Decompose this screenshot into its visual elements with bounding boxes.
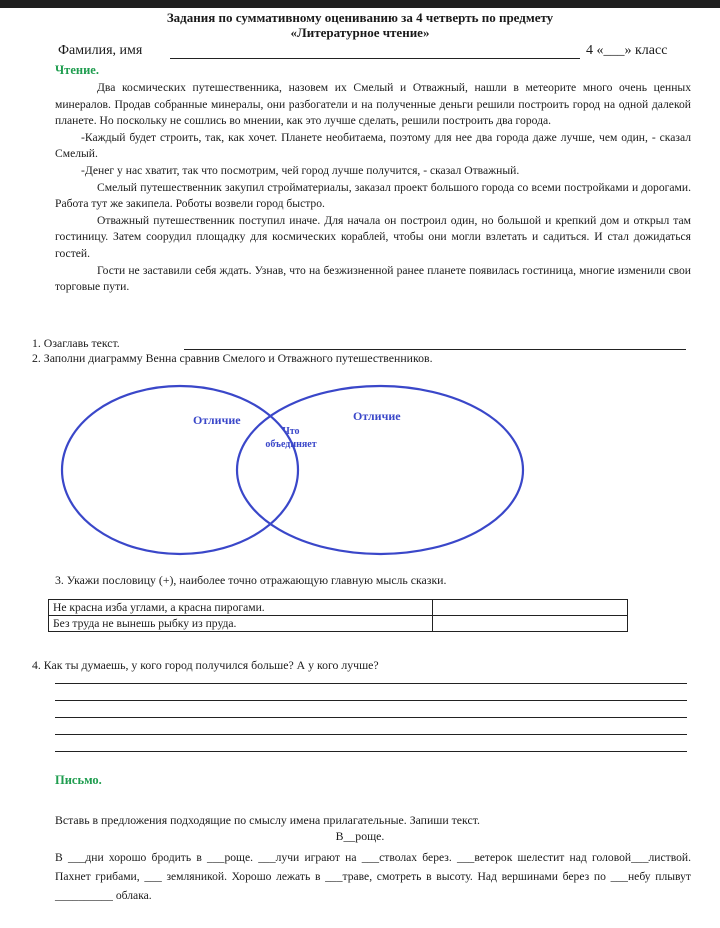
writing-heading: Письмо. [55,773,102,787]
worksheet-title-line1: Задания по суммативному оцениванию за 4 четверть по предмету [166,10,554,25]
proverb-text: Без труда не вынешь рыбку из пруда. [49,616,433,632]
table-row [49,600,628,616]
name-input-line[interactable] [170,58,580,59]
worksheet-page [0,8,720,928]
answer-line[interactable] [55,734,687,735]
reading-paragraph: Смелый путешественник закупил стройматериалы, заказал проект большого города со всеми постройками и дорогами. Работа тут же закипела. Роботы возвели город быстро. [55,180,691,211]
answer-line[interactable] [55,700,687,701]
reading-paragraph: Гости не заставили себя ждать. Узнав, что на безжизненной ранее планете появилась гостиница, многие изменили свои торговые пути. [55,263,691,294]
reading-paragraph: Два космических путешественника, назовем их Смелый и Отважный, нашли в метеорите много очень ценных минералов. Продав собранные минералы, они разбогатели и на полученные деньги решили построить город на одной далекой планете. Но поскольку не сошлись во мнении, как это лучше сделать, решили построить два города. [55,81,691,128]
reading-paragraph: -Денег у нас хватит, так что посмотрим, чей город лучше получится, - сказал Отважный. [81,163,520,177]
venn-right-label: Отличие [353,409,401,423]
question-1 [32,336,662,351]
reading-paragraph: -Каждый будет строить, так, как хочет. Планете необитаема, поэтому для нее два города даже лучше, чем один, - сказал Смелый. [55,130,691,161]
writing-instruction: Вставь в предложения подходящие по смыслу имена прилагательные. Запиши текст. [55,813,480,827]
proverb-mark-cell[interactable] [433,616,628,632]
reading-text [55,80,691,296]
venn-left-label: Отличие [193,413,241,427]
question-2: 2. Заполни диаграмму Венна сравнив Смелого и Отважного путешественников. [32,351,433,365]
answer-line[interactable] [55,683,687,684]
name-row [58,43,688,61]
top-dark-bar [0,0,720,8]
class-label: 4 «___» класс [586,43,668,58]
question-3: 3. Укажи пословицу (+), наиболее точно отражающую главную мысль сказки. [55,573,447,587]
worksheet-title-line2: «Литературное чтение» [290,25,430,40]
reading-heading: Чтение. [55,63,99,77]
proverb-mark-cell[interactable] [433,600,628,616]
question-4: 4. Как ты думаешь, у кого город получился больше? А у кого лучше? [32,658,379,672]
name-label: Фамилия, имя [58,43,143,58]
table-row [49,616,628,632]
writing-paragraph: В ___дни хорошо бродить в ___роще. ___лучи играют на ___стволах берез. ___ветерок шелестит над головой___листвой. Пахнет грибами, ___ земляникой. Хорошо лежать в ___траве, смотреть в высоту. Над вершинами берез по ___небу плывут __________ облака. [55,851,691,902]
reading-paragraph: Отважный путешественник поступил иначе. Для начала он построил один, но большой и крепкий дом и открыл там гостиницу. Затем соорудил площадку для космических кораблей, чтобы они могли взлетать и садиться. И стал дожидаться гостей. [55,213,691,260]
venn-diagram [55,378,535,563]
venn-left-circle[interactable] [62,386,298,554]
proverb-text: Не красна изба углами, а красна пирогами. [49,600,433,616]
question-1-text: 1. Озаглавь текст. [32,336,120,350]
answer-line[interactable] [55,717,687,718]
title-answer-line[interactable] [184,349,686,350]
venn-center-label-1: Что [282,426,300,437]
answer-line[interactable] [55,751,687,752]
venn-center-label-2: объединяет [265,439,317,450]
proverb-table [48,599,628,632]
writing-text-title: В__роще. [335,829,385,843]
